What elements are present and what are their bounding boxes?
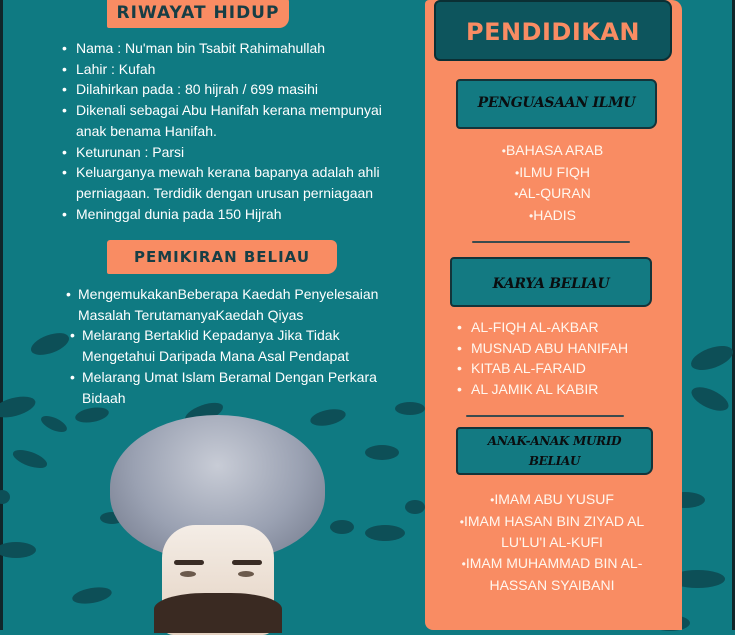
eyebrow [232,560,262,565]
list-item: • Dikenali sebagai Abu Hanifah kerana mempunyai anak benama Hanifah. [62,100,412,141]
decorative-spot [0,393,38,422]
students-list [446,489,658,596]
decorative-spot [405,500,425,514]
list-item: •AL-QURAN [514,185,591,202]
list-item: • MUSNAD ABU HANIFAH [457,338,667,359]
list-item: • AL-FIQH AL-AKBAR [457,317,667,338]
decorative-spot [0,542,36,558]
decorative-spot [365,525,405,541]
mastery-heading: PENGUASAAN ILMU [456,79,657,129]
list-item: •IMAM MUHAMMAD BIN AL-HASSAN SYAIBANI [461,555,643,593]
eyebrow [174,560,204,565]
list-item: • Nama : Nu'man bin Tsabit Rahimahullah [62,38,412,59]
list-item: • Lahir : Kufah [62,59,412,80]
list-item: •HADIS [529,207,576,224]
left-border [0,0,3,630]
list-item: •ILMU FIQH [515,163,590,180]
list-item: • KITAB AL-FARAID [457,358,667,379]
eye [180,571,196,577]
works-list [457,317,667,400]
list-item: • Melarang Umat Islam Beramal Dengan Perkara Bidaah [70,367,411,408]
mastery-list [450,140,655,227]
scholar-portrait [110,415,325,630]
decorative-spot [365,445,399,460]
list-item: • MengemukakanBeberapa Kaedah Penyelesaian Masalah TerutamanyaKaedah Qiyas [66,284,411,325]
works-heading: KARYA BELIAU [450,257,652,307]
decorative-spot [71,585,113,607]
list-item: • Meninggal dunia pada 150 Hijrah [62,204,412,225]
decorative-spot [688,382,732,415]
list-item: • Keluarganya mewah kerana bapanya adalah ahli perniagaan. Terdidik dengan urusan perniagaan [62,162,412,203]
decorative-spot [11,446,50,471]
decorative-spot [0,490,10,504]
thoughts-list [66,284,411,408]
list-item: • Keturunan : Parsi [62,142,412,163]
thoughts-heading: PEMIKIRAN BELIAU [107,240,337,274]
list-item: • AL JAMIK AL KABIR [457,379,667,400]
list-item: •BAHASA ARAB [501,142,604,158]
list-item: •IMAM ABU YUSUF [490,491,614,507]
students-heading [456,427,653,475]
list-item: • Melarang Bertaklid Kepadanya Jika Tidak Mengetahui Daripada Mana Asal Pendapat [70,325,411,366]
biography-list [62,38,412,224]
education-title: PENDIDIKAN [434,0,672,61]
divider [466,415,624,417]
decorative-spot [688,341,735,375]
list-item: • Dilahirkan pada : 80 hijrah / 699 masihi [62,79,412,100]
students-heading-line2: BELIAU [528,454,581,468]
list-item: •IMAM HASAN BIN ZIYAD AL LU'LU'I AL-KUFI [459,512,645,551]
decorative-spot [39,413,69,436]
beard [154,593,282,633]
students-heading-line1: ANAK-ANAK MURID [487,434,622,448]
biography-heading: RIWAYAT HIDUP [107,0,289,28]
divider [472,241,630,243]
decorative-spot [330,520,354,534]
eye [238,571,254,577]
